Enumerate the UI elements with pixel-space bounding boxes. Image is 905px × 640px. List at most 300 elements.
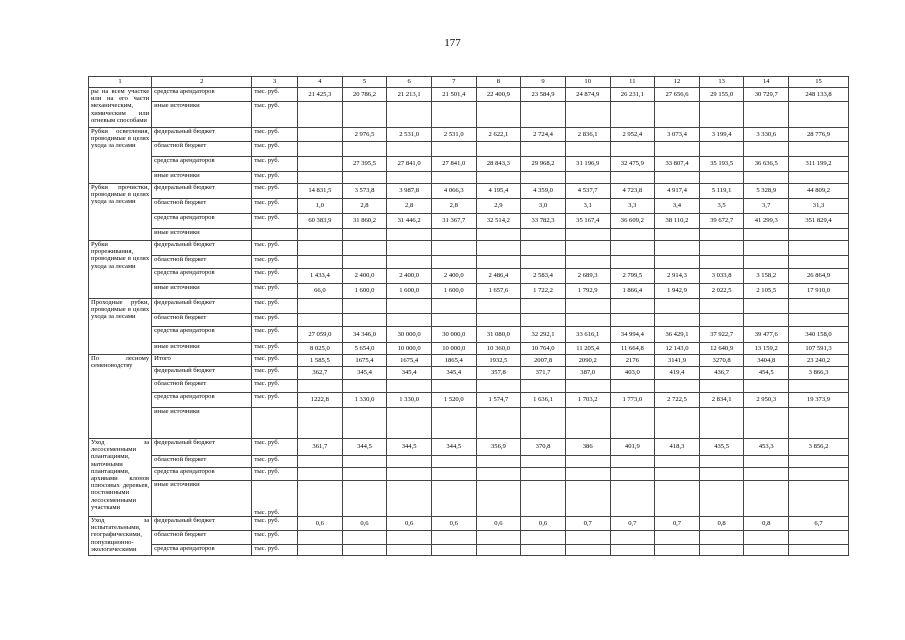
table-row — [89, 172, 849, 184]
table-cell: 0,6 — [521, 517, 566, 531]
table-cell: иные источники — [152, 102, 252, 128]
table-cell — [298, 229, 343, 241]
table-cell: областной бюджет — [152, 380, 252, 393]
table-cell: средства арендаторов — [152, 88, 252, 102]
table-cell: средства арендаторов — [152, 468, 252, 481]
table-cell — [655, 172, 700, 184]
table-cell — [521, 456, 566, 468]
table-cell: 28 776,9 — [789, 128, 849, 142]
table-cell: 1 433,4 — [298, 269, 343, 284]
table-cell: 29 155,0 — [699, 88, 744, 102]
table-cell: 2,9 — [476, 199, 521, 214]
table-cell: 0,6 — [298, 517, 343, 531]
table-cell — [431, 456, 476, 468]
table-cell: 3 033,8 — [699, 269, 744, 284]
table-cell: 30 000,0 — [431, 327, 476, 343]
table-cell — [476, 241, 521, 256]
table-cell: 0,6 — [476, 517, 521, 531]
table-cell: 386 — [565, 439, 610, 456]
table-cell: тыс. руб. — [252, 157, 298, 172]
table-row — [89, 327, 849, 343]
table-cell — [610, 468, 655, 481]
table-cell — [744, 299, 789, 314]
table-cell — [655, 468, 700, 481]
table-cell: 344,5 — [342, 439, 387, 456]
table-cell: 0,7 — [655, 517, 700, 531]
table-cell — [387, 380, 432, 393]
table-cell: тыс. руб. — [252, 172, 298, 184]
table-cell — [387, 531, 432, 545]
table-cell: 24 874,9 — [565, 88, 610, 102]
table-cell: тыс. руб. — [252, 142, 298, 157]
table-cell: 351 829,4 — [789, 214, 849, 229]
table-cell: 344,5 — [431, 439, 476, 456]
table-cell: 44 809,2 — [789, 184, 849, 199]
table-cell: 30 729,7 — [744, 88, 789, 102]
table-cell: 2 799,5 — [610, 269, 655, 284]
table-row — [89, 481, 849, 517]
table-cell: тыс. руб. — [252, 380, 298, 393]
table-cell — [298, 102, 343, 128]
table-cell — [789, 229, 849, 241]
table-cell — [789, 481, 849, 517]
table-cell: 1222,8 — [298, 393, 343, 408]
table-row — [89, 142, 849, 157]
table-cell: 3141,9 — [655, 355, 700, 367]
table-cell — [476, 468, 521, 481]
table-cell: 2176 — [610, 355, 655, 367]
table-row — [89, 256, 849, 269]
table-row — [89, 199, 849, 214]
table-cell — [342, 408, 387, 439]
table-cell — [565, 380, 610, 393]
table-cell: 35 193,5 — [699, 157, 744, 172]
table-cell — [521, 142, 566, 157]
table-cell — [744, 241, 789, 256]
table-cell — [521, 408, 566, 439]
table-cell: 356,9 — [476, 439, 521, 456]
table-cell — [342, 142, 387, 157]
table-cell: тыс. руб. — [252, 269, 298, 284]
table-cell: Уход за испытательными, географическими, популяционно-экологическими — [89, 517, 152, 556]
table-cell: 27 395,5 — [342, 157, 387, 172]
table-cell — [655, 142, 700, 157]
table-cell: 371,7 — [521, 367, 566, 380]
table-cell — [744, 380, 789, 393]
table-cell: 107 591,3 — [789, 343, 849, 355]
table-cell: тыс. руб. — [252, 256, 298, 269]
table-cell: 19 373,9 — [789, 393, 849, 408]
table-cell — [655, 314, 700, 327]
table-cell: 345,4 — [342, 367, 387, 380]
table-cell: 4 195,4 — [476, 184, 521, 199]
header-cell: 9 — [521, 77, 566, 88]
table-cell — [387, 468, 432, 481]
table-cell — [655, 380, 700, 393]
table-cell: 2 022,5 — [699, 284, 744, 299]
table-cell: Рубки осветления, проводимые в целях ухода за лесами — [89, 128, 152, 184]
table-cell: 2007,8 — [521, 355, 566, 367]
table-cell: 31 080,0 — [476, 327, 521, 343]
table-cell — [744, 142, 789, 157]
table-cell — [387, 299, 432, 314]
table-cell: тыс. руб. — [252, 314, 298, 327]
table-cell — [387, 408, 432, 439]
table-cell: 2 976,5 — [342, 128, 387, 142]
table-cell: 362,7 — [298, 367, 343, 380]
table-cell: 2 724,4 — [521, 128, 566, 142]
table-cell: 5 654,0 — [342, 343, 387, 355]
table-cell — [342, 531, 387, 545]
table-cell: 2 531,0 — [431, 128, 476, 142]
table-cell — [655, 545, 700, 556]
table-row — [89, 531, 849, 545]
table-cell: 0,6 — [387, 517, 432, 531]
table-cell: тыс. руб. — [252, 88, 298, 102]
table-cell: 4 723,8 — [610, 184, 655, 199]
table-cell — [610, 229, 655, 241]
table-cell: 2 950,3 — [744, 393, 789, 408]
table-cell: тыс. руб. — [252, 393, 298, 408]
header-cell: 14 — [744, 77, 789, 88]
table-cell — [610, 380, 655, 393]
table-cell — [476, 299, 521, 314]
table-cell: 2 486,4 — [476, 269, 521, 284]
table-cell — [298, 241, 343, 256]
table-cell — [699, 102, 744, 128]
table-cell — [431, 102, 476, 128]
table-cell: 3,7 — [744, 199, 789, 214]
table-cell: 5 328,9 — [744, 184, 789, 199]
table-cell: 12 143,0 — [655, 343, 700, 355]
table-cell: 3,1 — [565, 199, 610, 214]
table-cell: 345,4 — [387, 367, 432, 380]
table-cell — [610, 256, 655, 269]
table-cell — [431, 172, 476, 184]
table-cell — [387, 241, 432, 256]
table-cell — [789, 256, 849, 269]
table-cell: 11 664,8 — [610, 343, 655, 355]
table-cell: 2 622,1 — [476, 128, 521, 142]
table-cell — [342, 172, 387, 184]
table-cell: 1675,4 — [387, 355, 432, 367]
table-cell: тыс. руб. — [252, 439, 298, 456]
table-cell — [521, 314, 566, 327]
table-cell: 387,0 — [565, 367, 610, 380]
table-cell — [521, 172, 566, 184]
table-cell — [744, 229, 789, 241]
table-cell — [387, 256, 432, 269]
table-cell — [655, 229, 700, 241]
table-cell: 1 330,0 — [387, 393, 432, 408]
table-cell — [431, 256, 476, 269]
header-cell: 6 — [387, 77, 432, 88]
table-cell — [342, 468, 387, 481]
table-cell — [431, 531, 476, 545]
table-cell — [431, 241, 476, 256]
table-cell: 2 836,1 — [565, 128, 610, 142]
table-cell — [342, 256, 387, 269]
header-cell: 1 — [89, 77, 152, 88]
table-cell: 1 600,0 — [387, 284, 432, 299]
table-cell — [699, 299, 744, 314]
table-row — [89, 408, 849, 439]
table-cell — [521, 531, 566, 545]
table-cell — [342, 102, 387, 128]
table-cell: 11 205,4 — [565, 343, 610, 355]
table-cell: тыс. руб. — [252, 199, 298, 214]
table-cell — [744, 172, 789, 184]
table-cell: 311 199,2 — [789, 157, 849, 172]
table-cell: 4 537,7 — [565, 184, 610, 199]
table-row — [89, 229, 849, 241]
table-cell: 1 600,0 — [431, 284, 476, 299]
table-cell: 26 231,1 — [610, 88, 655, 102]
table-cell — [699, 256, 744, 269]
table-cell: 1 600,0 — [342, 284, 387, 299]
table-cell: 21 425,3 — [298, 88, 343, 102]
table-cell — [298, 468, 343, 481]
table-cell: Уход за лесосеменными плантациями, маточными плантациями, архивами клонов плюсовых деревьев, постоянными лесосеменными участками — [89, 439, 152, 517]
table-cell — [431, 142, 476, 157]
table-cell — [342, 241, 387, 256]
table-cell — [610, 481, 655, 517]
table-cell: 3 573,8 — [342, 184, 387, 199]
table-cell: 4 359,0 — [521, 184, 566, 199]
table-cell — [565, 172, 610, 184]
table-cell: 0,7 — [565, 517, 610, 531]
table-cell: 2 400,0 — [387, 269, 432, 284]
table-cell: 1675,4 — [342, 355, 387, 367]
table-row — [89, 367, 849, 380]
table-cell: 37 922,7 — [699, 327, 744, 343]
table-cell — [431, 229, 476, 241]
table-cell: 357,8 — [476, 367, 521, 380]
table-cell — [655, 241, 700, 256]
table-cell: 13 159,2 — [744, 343, 789, 355]
table-cell: средства арендаторов — [152, 214, 252, 229]
table-cell — [476, 172, 521, 184]
table-cell: федеральный бюджет — [152, 367, 252, 380]
table-cell: 361,7 — [298, 439, 343, 456]
table-cell: 1 636,1 — [521, 393, 566, 408]
table-cell: 418,3 — [655, 439, 700, 456]
table-cell — [610, 172, 655, 184]
table-cell — [610, 545, 655, 556]
table-cell: 1932,5 — [476, 355, 521, 367]
table-cell: 2 834,1 — [699, 393, 744, 408]
table-cell — [298, 157, 343, 172]
table-cell — [298, 456, 343, 468]
table-cell — [699, 408, 744, 439]
table-cell — [699, 380, 744, 393]
table-cell: 1 703,2 — [565, 393, 610, 408]
table-cell: 22 400,9 — [476, 88, 521, 102]
table-cell: 60 383,9 — [298, 214, 343, 229]
table-cell: 12 640,9 — [699, 343, 744, 355]
header-cell: 8 — [476, 77, 521, 88]
table-cell: 2,8 — [431, 199, 476, 214]
table-cell: 31,3 — [789, 199, 849, 214]
table-cell: 0,8 — [744, 517, 789, 531]
table-cell: 3 199,4 — [699, 128, 744, 142]
table-row — [89, 241, 849, 256]
table-cell — [476, 531, 521, 545]
header-cell: 3 — [252, 77, 298, 88]
table-row — [89, 314, 849, 327]
table-cell: 3 866,3 — [789, 367, 849, 380]
table-cell — [476, 456, 521, 468]
table-cell — [789, 102, 849, 128]
table-cell — [699, 456, 744, 468]
table-row — [89, 456, 849, 468]
table-cell: Рубки прореживания, проводимые в целях ухода за лесами — [89, 241, 152, 299]
table-cell: 1 942,9 — [655, 284, 700, 299]
table-cell — [565, 299, 610, 314]
table-row — [89, 269, 849, 284]
table-cell: 5 119,1 — [699, 184, 744, 199]
table-cell: федеральный бюджет — [152, 128, 252, 142]
table-cell: тыс. руб. — [252, 468, 298, 481]
table-cell: 1 520,0 — [431, 393, 476, 408]
table-cell — [387, 314, 432, 327]
table-cell: 4 066,3 — [431, 184, 476, 199]
table-cell: 1 657,6 — [476, 284, 521, 299]
table-cell — [387, 481, 432, 517]
header-cell: 4 — [298, 77, 343, 88]
table-cell: 35 167,4 — [565, 214, 610, 229]
table-cell: 33 807,4 — [655, 157, 700, 172]
table-cell: 2 105,5 — [744, 284, 789, 299]
table-row — [89, 184, 849, 199]
table-cell — [521, 256, 566, 269]
table-cell — [431, 481, 476, 517]
table-cell: 1 792,9 — [565, 284, 610, 299]
table-cell — [610, 456, 655, 468]
table-cell — [298, 172, 343, 184]
table-cell: 0,6 — [431, 517, 476, 531]
table-cell — [655, 456, 700, 468]
table-cell: 20 786,2 — [342, 88, 387, 102]
table-cell — [431, 468, 476, 481]
table-cell — [610, 102, 655, 128]
table-cell — [699, 314, 744, 327]
table-cell — [298, 299, 343, 314]
table-cell: 32 475,9 — [610, 157, 655, 172]
table-cell — [387, 229, 432, 241]
table-cell: 435,5 — [699, 439, 744, 456]
table-cell: иные источники — [152, 229, 252, 241]
table-cell — [521, 229, 566, 241]
table-cell — [789, 314, 849, 327]
table-cell: иные источники — [152, 481, 252, 517]
table-cell: 6,7 — [789, 517, 849, 531]
table-cell — [521, 299, 566, 314]
table-cell: 39 672,7 — [699, 214, 744, 229]
table-cell — [610, 241, 655, 256]
table-cell — [298, 314, 343, 327]
table-cell — [744, 468, 789, 481]
table-cell: тыс. руб. — [252, 102, 298, 128]
table-cell: областной бюджет — [152, 256, 252, 269]
table-cell: тыс. руб. — [252, 327, 298, 343]
table-row — [89, 468, 849, 481]
table-cell: 3 330,6 — [744, 128, 789, 142]
table-cell: 27 059,0 — [298, 327, 343, 343]
table-cell: тыс. руб. — [252, 367, 298, 380]
table-row — [89, 88, 849, 102]
table-cell: 2090,2 — [565, 355, 610, 367]
table-cell: 66,0 — [298, 284, 343, 299]
table-cell: иные источники — [152, 343, 252, 355]
table-cell — [610, 531, 655, 545]
table-cell — [565, 531, 610, 545]
funding-table — [88, 76, 849, 556]
table-cell — [298, 545, 343, 556]
table-cell: 32 292,1 — [521, 327, 566, 343]
table-cell — [744, 408, 789, 439]
table-cell — [655, 531, 700, 545]
table-cell: 30 000,0 — [387, 327, 432, 343]
table-cell — [298, 531, 343, 545]
table-cell — [655, 408, 700, 439]
table-cell: 3 158,2 — [744, 269, 789, 284]
table-cell: 28 843,3 — [476, 157, 521, 172]
table-cell: 31 446,2 — [387, 214, 432, 229]
table-cell — [252, 408, 298, 439]
table-cell — [699, 229, 744, 241]
table-cell: областной бюджет — [152, 531, 252, 545]
table-cell: 27 841,0 — [431, 157, 476, 172]
table-cell — [431, 408, 476, 439]
table-cell — [744, 545, 789, 556]
table-cell: 248 133,8 — [789, 88, 849, 102]
table-cell: 27 841,0 — [387, 157, 432, 172]
table-cell — [610, 408, 655, 439]
table-cell — [387, 142, 432, 157]
table-cell: 26 864,9 — [789, 269, 849, 284]
table-cell: иные источники — [152, 408, 252, 439]
table-cell — [565, 102, 610, 128]
table-cell — [476, 256, 521, 269]
table-cell — [521, 481, 566, 517]
table-cell: федеральный бюджет — [152, 299, 252, 314]
table-cell — [342, 456, 387, 468]
table-cell — [655, 481, 700, 517]
table-cell: 436,7 — [699, 367, 744, 380]
table-cell: 3 073,4 — [655, 128, 700, 142]
table-cell — [610, 314, 655, 327]
table-cell: 403,0 — [610, 367, 655, 380]
table-cell — [298, 142, 343, 157]
table-row — [89, 214, 849, 229]
table-cell: 14 831,5 — [298, 184, 343, 199]
table-row — [89, 128, 849, 142]
table-cell: 2 583,4 — [521, 269, 566, 284]
table-cell — [476, 102, 521, 128]
table-cell: иные источники — [152, 284, 252, 299]
table-cell: тыс. руб. — [252, 128, 298, 142]
table-cell: 4 917,4 — [655, 184, 700, 199]
table-cell — [298, 408, 343, 439]
table-cell — [789, 456, 849, 468]
header-cell: 10 — [565, 77, 610, 88]
table-cell — [744, 531, 789, 545]
table-cell: 36 609,2 — [610, 214, 655, 229]
table-cell: 21 213,1 — [387, 88, 432, 102]
table-cell: областной бюджет — [152, 314, 252, 327]
table-cell: 38 110,2 — [655, 214, 700, 229]
